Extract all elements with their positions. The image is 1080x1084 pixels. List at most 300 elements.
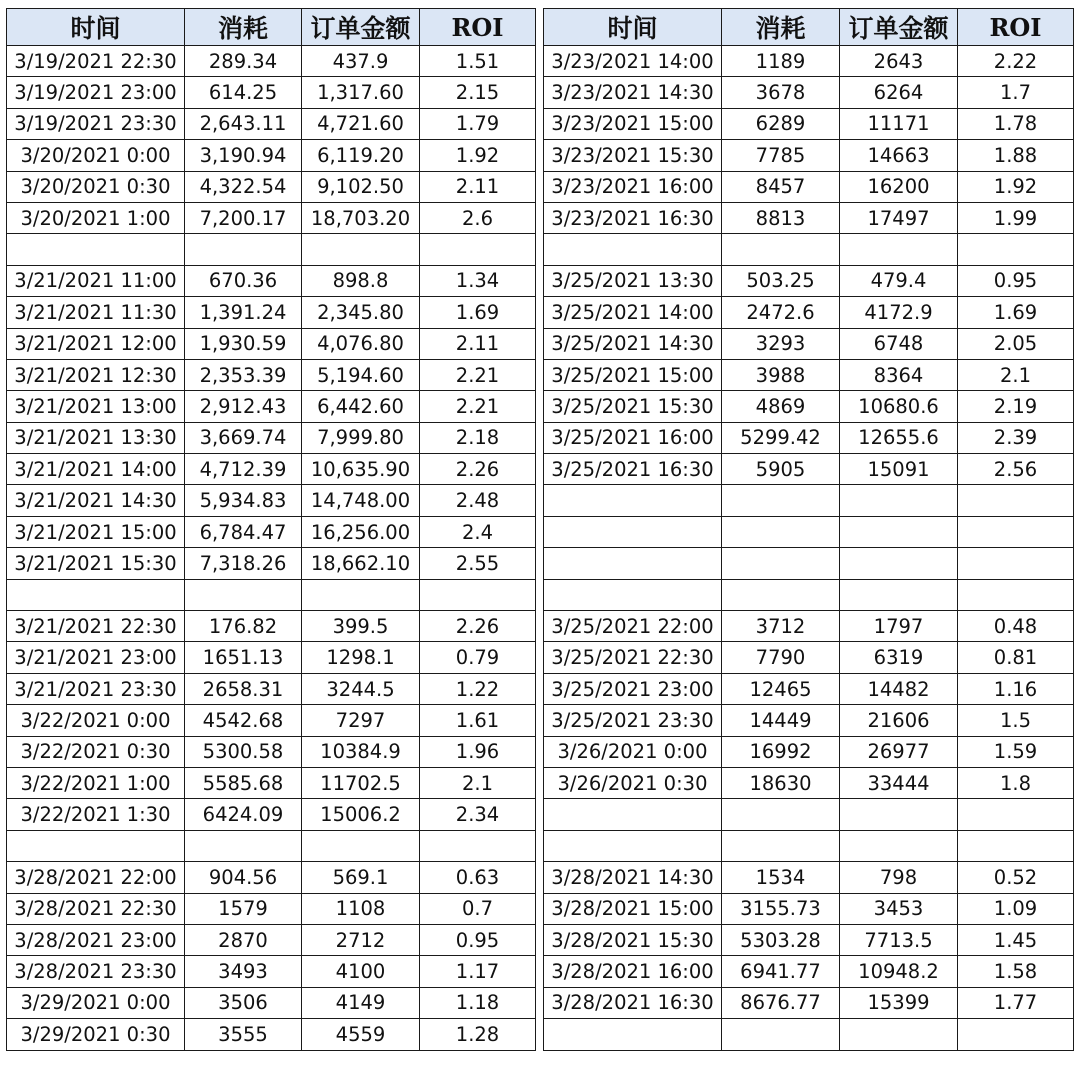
- cell-order-amount[interactable]: [840, 799, 958, 830]
- cell-order-amount[interactable]: 1108: [302, 893, 420, 924]
- cell-time[interactable]: [544, 830, 722, 861]
- cell-cost[interactable]: 6941.77: [722, 956, 840, 987]
- cell-time[interactable]: 3/21/2021 13:30: [7, 422, 185, 453]
- cell-time[interactable]: 3/21/2021 11:00: [7, 265, 185, 296]
- cell-time[interactable]: 3/21/2021 23:00: [7, 642, 185, 673]
- cell-cost[interactable]: 16992: [722, 736, 840, 767]
- cell-roi[interactable]: [958, 799, 1074, 830]
- header-cost[interactable]: 消耗: [722, 9, 840, 46]
- cell-cost[interactable]: 2,643.11: [185, 108, 302, 139]
- cell-order-amount[interactable]: 10,635.90: [302, 454, 420, 485]
- cell-order-amount[interactable]: 2643: [840, 46, 958, 77]
- table-row: [7, 108, 536, 139]
- cell-cost[interactable]: 8676.77: [722, 987, 840, 1018]
- cell-time[interactable]: 3/21/2021 15:30: [7, 548, 185, 579]
- cell-roi[interactable]: 1.77: [958, 987, 1074, 1018]
- cell-roi[interactable]: 2.22: [958, 46, 1074, 77]
- cell-roi[interactable]: 1.92: [420, 140, 536, 171]
- cell-roi[interactable]: 1.18: [420, 987, 536, 1018]
- cell-order-amount[interactable]: 6,119.20: [302, 140, 420, 171]
- cell-time[interactable]: 3/29/2021 0:00: [7, 987, 185, 1018]
- cell-time[interactable]: [7, 579, 185, 610]
- cell-roi[interactable]: 0.81: [958, 642, 1074, 673]
- cell-cost[interactable]: 4869: [722, 391, 840, 422]
- cell-time[interactable]: 3/25/2021 23:30: [544, 705, 722, 736]
- cell-order-amount[interactable]: 16200: [840, 171, 958, 202]
- cell-cost[interactable]: 2472.6: [722, 297, 840, 328]
- table-row: [544, 422, 1074, 453]
- cell-roi[interactable]: 1.8: [958, 767, 1074, 798]
- cell-cost[interactable]: [722, 830, 840, 861]
- cell-time[interactable]: 3/23/2021 15:00: [544, 108, 722, 139]
- cell-cost[interactable]: 670.36: [185, 265, 302, 296]
- cell-cost[interactable]: 5303.28: [722, 924, 840, 955]
- cell-roi[interactable]: 1.7: [958, 77, 1074, 108]
- cell-time[interactable]: 3/28/2021 14:30: [544, 862, 722, 893]
- cell-time[interactable]: 3/22/2021 0:00: [7, 705, 185, 736]
- cell-roi[interactable]: 0.48: [958, 611, 1074, 642]
- cell-cost[interactable]: [722, 516, 840, 547]
- cell-roi[interactable]: [958, 485, 1074, 516]
- cell-time[interactable]: 3/25/2021 14:30: [544, 328, 722, 359]
- cell-cost[interactable]: 614.25: [185, 77, 302, 108]
- table-row: [544, 642, 1074, 673]
- cell-roi[interactable]: 2.56: [958, 454, 1074, 485]
- cell-roi[interactable]: 2.48: [420, 485, 536, 516]
- cell-order-amount[interactable]: 10384.9: [302, 736, 420, 767]
- cell-cost[interactable]: 4542.68: [185, 705, 302, 736]
- cell-order-amount[interactable]: [840, 1019, 958, 1050]
- cell-roi[interactable]: 2.26: [420, 454, 536, 485]
- table-row: [544, 171, 1074, 202]
- cell-roi[interactable]: [420, 579, 536, 610]
- cell-cost[interactable]: 7790: [722, 642, 840, 673]
- table-row: [544, 516, 1074, 547]
- cell-time[interactable]: 3/21/2021 14:00: [7, 454, 185, 485]
- cell-roi[interactable]: 2.39: [958, 422, 1074, 453]
- cell-order-amount[interactable]: 1298.1: [302, 642, 420, 673]
- header-row: [7, 9, 536, 46]
- cell-roi[interactable]: 0.95: [958, 265, 1074, 296]
- cell-roi[interactable]: 0.95: [420, 924, 536, 955]
- cell-roi[interactable]: [958, 548, 1074, 579]
- cell-order-amount[interactable]: 16,256.00: [302, 516, 420, 547]
- table-row: [7, 611, 536, 642]
- cell-cost[interactable]: 3988: [722, 359, 840, 390]
- cell-time[interactable]: 3/23/2021 16:30: [544, 202, 722, 233]
- cell-roi[interactable]: 1.79: [420, 108, 536, 139]
- cell-cost[interactable]: [722, 799, 840, 830]
- cell-roi[interactable]: [420, 234, 536, 265]
- table-row: [544, 359, 1074, 390]
- cell-roi[interactable]: 2.11: [420, 328, 536, 359]
- header-time[interactable]: 时间: [544, 9, 722, 46]
- cell-cost[interactable]: 6424.09: [185, 799, 302, 830]
- cell-roi[interactable]: 0.52: [958, 862, 1074, 893]
- right-data-table: [543, 8, 1074, 1051]
- cell-order-amount[interactable]: [840, 548, 958, 579]
- cell-roi[interactable]: 2.4: [420, 516, 536, 547]
- table-row: [544, 548, 1074, 579]
- cell-order-amount[interactable]: 4559: [302, 1019, 420, 1050]
- cell-time[interactable]: 3/23/2021 14:00: [544, 46, 722, 77]
- table-row: [544, 987, 1074, 1018]
- cell-cost[interactable]: 5585.68: [185, 767, 302, 798]
- cell-order-amount[interactable]: 7297: [302, 705, 420, 736]
- cell-cost[interactable]: 7,200.17: [185, 202, 302, 233]
- cell-cost[interactable]: [722, 485, 840, 516]
- table-row: [544, 956, 1074, 987]
- cell-order-amount[interactable]: 4,721.60: [302, 108, 420, 139]
- header-roi[interactable]: ROI: [958, 9, 1074, 46]
- cell-time[interactable]: 3/25/2021 16:00: [544, 422, 722, 453]
- cell-time[interactable]: 3/21/2021 22:30: [7, 611, 185, 642]
- cell-roi[interactable]: 2.05: [958, 328, 1074, 359]
- cell-cost[interactable]: 18630: [722, 767, 840, 798]
- table-row: [544, 862, 1074, 893]
- cell-order-amount[interactable]: [840, 234, 958, 265]
- cell-time[interactable]: [544, 1019, 722, 1050]
- cell-cost[interactable]: 3155.73: [722, 893, 840, 924]
- cell-roi[interactable]: 2.18: [420, 422, 536, 453]
- cell-roi[interactable]: 1.22: [420, 673, 536, 704]
- cell-order-amount[interactable]: [840, 485, 958, 516]
- cell-time[interactable]: 3/21/2021 15:00: [7, 516, 185, 547]
- cell-order-amount[interactable]: 399.5: [302, 611, 420, 642]
- cell-roi[interactable]: 2.21: [420, 391, 536, 422]
- cell-order-amount[interactable]: 6319: [840, 642, 958, 673]
- table-row: [7, 46, 536, 77]
- cell-order-amount[interactable]: 11171: [840, 108, 958, 139]
- cell-order-amount[interactable]: 14663: [840, 140, 958, 171]
- cell-time[interactable]: [544, 579, 722, 610]
- cell-cost[interactable]: 3506: [185, 987, 302, 1018]
- cell-cost[interactable]: 3,190.94: [185, 140, 302, 171]
- cell-time[interactable]: 3/25/2021 23:00: [544, 673, 722, 704]
- cell-cost[interactable]: [722, 548, 840, 579]
- table-row: [544, 140, 1074, 171]
- cell-cost[interactable]: [722, 1019, 840, 1050]
- cell-cost[interactable]: 3493: [185, 956, 302, 987]
- cell-time[interactable]: 3/26/2021 0:30: [544, 767, 722, 798]
- cell-order-amount[interactable]: 12655.6: [840, 422, 958, 453]
- table-row: [7, 705, 536, 736]
- cell-roi[interactable]: 2.15: [420, 77, 536, 108]
- table-row: [7, 234, 536, 265]
- header-order-amount[interactable]: 订单金额: [840, 9, 958, 46]
- cell-roi[interactable]: 1.99: [958, 202, 1074, 233]
- cell-time[interactable]: 3/22/2021 0:30: [7, 736, 185, 767]
- cell-order-amount[interactable]: [840, 516, 958, 547]
- cell-order-amount[interactable]: 15006.2: [302, 799, 420, 830]
- cell-cost[interactable]: 1,930.59: [185, 328, 302, 359]
- cell-order-amount[interactable]: 1797: [840, 611, 958, 642]
- cell-time[interactable]: 3/19/2021 23:30: [7, 108, 185, 139]
- cell-order-amount[interactable]: 8364: [840, 359, 958, 390]
- cell-cost[interactable]: [722, 234, 840, 265]
- cell-order-amount[interactable]: 15399: [840, 987, 958, 1018]
- cell-order-amount[interactable]: 4149: [302, 987, 420, 1018]
- cell-order-amount[interactable]: [840, 579, 958, 610]
- cell-cost[interactable]: 5905: [722, 454, 840, 485]
- cell-cost[interactable]: 2,353.39: [185, 359, 302, 390]
- cell-order-amount[interactable]: 6,442.60: [302, 391, 420, 422]
- cell-roi[interactable]: [958, 579, 1074, 610]
- table-row: [7, 485, 536, 516]
- cell-order-amount[interactable]: 5,194.60: [302, 359, 420, 390]
- table-row: [7, 454, 536, 485]
- cell-time[interactable]: 3/29/2021 0:30: [7, 1019, 185, 1050]
- cell-time[interactable]: 3/28/2021 22:30: [7, 893, 185, 924]
- cell-roi[interactable]: 2.55: [420, 548, 536, 579]
- cell-time[interactable]: [544, 485, 722, 516]
- cell-order-amount[interactable]: 14,748.00: [302, 485, 420, 516]
- cell-cost[interactable]: 8457: [722, 171, 840, 202]
- cell-roi[interactable]: [420, 830, 536, 861]
- cell-cost[interactable]: [185, 830, 302, 861]
- cell-cost[interactable]: [185, 579, 302, 610]
- cell-cost[interactable]: 7785: [722, 140, 840, 171]
- cell-cost[interactable]: 503.25: [722, 265, 840, 296]
- cell-time[interactable]: 3/23/2021 15:30: [544, 140, 722, 171]
- table-row: [544, 391, 1074, 422]
- cell-cost[interactable]: 2,912.43: [185, 391, 302, 422]
- cell-time[interactable]: 3/22/2021 1:00: [7, 767, 185, 798]
- table-row: [544, 265, 1074, 296]
- cell-roi[interactable]: 2.1: [958, 359, 1074, 390]
- cell-cost[interactable]: 3678: [722, 77, 840, 108]
- cell-roi[interactable]: 0.63: [420, 862, 536, 893]
- cell-time[interactable]: 3/28/2021 15:00: [544, 893, 722, 924]
- cell-cost[interactable]: 1189: [722, 46, 840, 77]
- cell-cost[interactable]: 904.56: [185, 862, 302, 893]
- cell-order-amount[interactable]: [302, 579, 420, 610]
- cell-order-amount[interactable]: 7,999.80: [302, 422, 420, 453]
- cell-roi[interactable]: 2.6: [420, 202, 536, 233]
- cell-roi[interactable]: 1.78: [958, 108, 1074, 139]
- cell-time[interactable]: 3/23/2021 16:00: [544, 171, 722, 202]
- cell-time[interactable]: 3/25/2021 22:00: [544, 611, 722, 642]
- left-data-table: [6, 8, 536, 1051]
- cell-order-amount[interactable]: 9,102.50: [302, 171, 420, 202]
- table-row: [7, 77, 536, 108]
- cell-roi[interactable]: 0.79: [420, 642, 536, 673]
- cell-cost[interactable]: 5299.42: [722, 422, 840, 453]
- table-row: [7, 830, 536, 861]
- cell-cost[interactable]: 1579: [185, 893, 302, 924]
- cell-time[interactable]: 3/20/2021 0:00: [7, 140, 185, 171]
- table-row: [7, 391, 536, 422]
- cell-order-amount[interactable]: 2712: [302, 924, 420, 955]
- cell-cost[interactable]: 3,669.74: [185, 422, 302, 453]
- table-row: [7, 956, 536, 987]
- cell-order-amount[interactable]: 14482: [840, 673, 958, 704]
- cell-time[interactable]: 3/21/2021 11:30: [7, 297, 185, 328]
- cell-time[interactable]: 3/19/2021 23:00: [7, 77, 185, 108]
- cell-roi[interactable]: 1.88: [958, 140, 1074, 171]
- cell-order-amount[interactable]: 3244.5: [302, 673, 420, 704]
- header-roi[interactable]: ROI: [420, 9, 536, 46]
- cell-cost[interactable]: 12465: [722, 673, 840, 704]
- cell-roi[interactable]: 1.61: [420, 705, 536, 736]
- cell-order-amount[interactable]: 1,317.60: [302, 77, 420, 108]
- cell-order-amount[interactable]: 18,662.10: [302, 548, 420, 579]
- cell-cost[interactable]: 8813: [722, 202, 840, 233]
- cell-roi[interactable]: 2.26: [420, 611, 536, 642]
- cell-roi[interactable]: 1.5: [958, 705, 1074, 736]
- table-row: [7, 579, 536, 610]
- cell-order-amount[interactable]: 26977: [840, 736, 958, 767]
- cell-time[interactable]: 3/21/2021 14:30: [7, 485, 185, 516]
- table-row: [7, 987, 536, 1018]
- cell-time[interactable]: 3/21/2021 13:00: [7, 391, 185, 422]
- cell-time[interactable]: 3/25/2021 22:30: [544, 642, 722, 673]
- cell-cost[interactable]: 4,712.39: [185, 454, 302, 485]
- cell-order-amount[interactable]: 6748: [840, 328, 958, 359]
- cell-cost[interactable]: 3293: [722, 328, 840, 359]
- cell-order-amount[interactable]: 7713.5: [840, 924, 958, 955]
- cell-roi[interactable]: 2.1: [420, 767, 536, 798]
- cell-order-amount[interactable]: 4100: [302, 956, 420, 987]
- cell-roi[interactable]: 2.19: [958, 391, 1074, 422]
- cell-time[interactable]: 3/25/2021 13:30: [544, 265, 722, 296]
- cell-roi[interactable]: 1.17: [420, 956, 536, 987]
- cell-order-amount[interactable]: 569.1: [302, 862, 420, 893]
- cell-cost[interactable]: 5,934.83: [185, 485, 302, 516]
- cell-cost[interactable]: 1651.13: [185, 642, 302, 673]
- cell-roi[interactable]: 1.69: [958, 297, 1074, 328]
- cell-roi[interactable]: 1.96: [420, 736, 536, 767]
- cell-cost[interactable]: 4,322.54: [185, 171, 302, 202]
- cell-time[interactable]: 3/21/2021 12:30: [7, 359, 185, 390]
- cell-order-amount[interactable]: 4,076.80: [302, 328, 420, 359]
- cell-time[interactable]: 3/26/2021 0:00: [544, 736, 722, 767]
- cell-order-amount[interactable]: 479.4: [840, 265, 958, 296]
- cell-roi[interactable]: 1.51: [420, 46, 536, 77]
- table-row: [7, 893, 536, 924]
- cell-roi[interactable]: 0.7: [420, 893, 536, 924]
- cell-roi[interactable]: 1.59: [958, 736, 1074, 767]
- cell-order-amount[interactable]: 10948.2: [840, 956, 958, 987]
- cell-cost[interactable]: 6289: [722, 108, 840, 139]
- cell-time[interactable]: 3/25/2021 15:00: [544, 359, 722, 390]
- cell-order-amount[interactable]: 3453: [840, 893, 958, 924]
- cell-cost[interactable]: 5300.58: [185, 736, 302, 767]
- cell-cost[interactable]: 2658.31: [185, 673, 302, 704]
- cell-time[interactable]: 3/28/2021 15:30: [544, 924, 722, 955]
- table-row: [7, 548, 536, 579]
- cell-time[interactable]: 3/25/2021 14:00: [544, 297, 722, 328]
- cell-roi[interactable]: 1.58: [958, 956, 1074, 987]
- cell-time[interactable]: [7, 830, 185, 861]
- cell-time[interactable]: [544, 799, 722, 830]
- cell-time[interactable]: [544, 516, 722, 547]
- cell-time[interactable]: 3/20/2021 0:30: [7, 171, 185, 202]
- header-time[interactable]: 时间: [7, 9, 185, 46]
- cell-roi[interactable]: 1.28: [420, 1019, 536, 1050]
- cell-cost[interactable]: [722, 579, 840, 610]
- cell-order-amount[interactable]: 21606: [840, 705, 958, 736]
- cell-order-amount[interactable]: 17497: [840, 202, 958, 233]
- table-row: [544, 736, 1074, 767]
- cell-cost[interactable]: 3712: [722, 611, 840, 642]
- cell-cost[interactable]: 1534: [722, 862, 840, 893]
- cell-time[interactable]: 3/28/2021 23:30: [7, 956, 185, 987]
- cell-cost[interactable]: 14449: [722, 705, 840, 736]
- cell-order-amount[interactable]: [302, 234, 420, 265]
- cell-order-amount[interactable]: 6264: [840, 77, 958, 108]
- cell-roi[interactable]: 1.09: [958, 893, 1074, 924]
- cell-roi[interactable]: [958, 830, 1074, 861]
- cell-time[interactable]: [7, 234, 185, 265]
- cell-roi[interactable]: 2.11: [420, 171, 536, 202]
- cell-time[interactable]: 3/21/2021 23:30: [7, 673, 185, 704]
- table-row: [544, 893, 1074, 924]
- cell-roi[interactable]: 1.92: [958, 171, 1074, 202]
- cell-order-amount[interactable]: 33444: [840, 767, 958, 798]
- table-row: [544, 767, 1074, 798]
- cell-order-amount[interactable]: [840, 830, 958, 861]
- cell-cost[interactable]: [185, 234, 302, 265]
- cell-order-amount[interactable]: 15091: [840, 454, 958, 485]
- cell-time[interactable]: 3/28/2021 23:00: [7, 924, 185, 955]
- cell-roi[interactable]: 2.21: [420, 359, 536, 390]
- cell-time[interactable]: 3/28/2021 16:00: [544, 956, 722, 987]
- table-row: [7, 171, 536, 202]
- cell-cost[interactable]: 6,784.47: [185, 516, 302, 547]
- cell-order-amount[interactable]: 898.8: [302, 265, 420, 296]
- cell-time[interactable]: 3/25/2021 16:30: [544, 454, 722, 485]
- header-order-amount[interactable]: 订单金额: [302, 9, 420, 46]
- cell-roi[interactable]: 1.34: [420, 265, 536, 296]
- cell-order-amount[interactable]: 437.9: [302, 46, 420, 77]
- table-row: [7, 328, 536, 359]
- cell-order-amount[interactable]: [302, 830, 420, 861]
- table-row: [7, 673, 536, 704]
- cell-order-amount[interactable]: 18,703.20: [302, 202, 420, 233]
- cell-time[interactable]: 3/22/2021 1:30: [7, 799, 185, 830]
- cell-order-amount[interactable]: 4172.9: [840, 297, 958, 328]
- cell-time[interactable]: 3/23/2021 14:30: [544, 77, 722, 108]
- cell-roi[interactable]: 1.45: [958, 924, 1074, 955]
- cell-roi[interactable]: 2.34: [420, 799, 536, 830]
- cell-cost[interactable]: 289.34: [185, 46, 302, 77]
- cell-cost[interactable]: 2870: [185, 924, 302, 955]
- cell-order-amount[interactable]: 10680.6: [840, 391, 958, 422]
- cell-roi[interactable]: 1.69: [420, 297, 536, 328]
- cell-time[interactable]: 3/21/2021 12:00: [7, 328, 185, 359]
- cell-time[interactable]: 3/20/2021 1:00: [7, 202, 185, 233]
- cell-order-amount[interactable]: 11702.5: [302, 767, 420, 798]
- cell-roi[interactable]: 1.16: [958, 673, 1074, 704]
- cell-time[interactable]: 3/19/2021 22:30: [7, 46, 185, 77]
- cell-time[interactable]: 3/25/2021 15:30: [544, 391, 722, 422]
- cell-cost[interactable]: 1,391.24: [185, 297, 302, 328]
- cell-roi[interactable]: [958, 516, 1074, 547]
- cell-time[interactable]: 3/28/2021 16:30: [544, 987, 722, 1018]
- cell-cost[interactable]: 176.82: [185, 611, 302, 642]
- cell-time[interactable]: 3/28/2021 22:00: [7, 862, 185, 893]
- cell-order-amount[interactable]: 2,345.80: [302, 297, 420, 328]
- header-cost[interactable]: 消耗: [185, 9, 302, 46]
- cell-cost[interactable]: 7,318.26: [185, 548, 302, 579]
- cell-time[interactable]: [544, 234, 722, 265]
- cell-time[interactable]: [544, 548, 722, 579]
- cell-order-amount[interactable]: 798: [840, 862, 958, 893]
- cell-roi[interactable]: [958, 234, 1074, 265]
- cell-cost[interactable]: 3555: [185, 1019, 302, 1050]
- cell-roi[interactable]: [958, 1019, 1074, 1050]
